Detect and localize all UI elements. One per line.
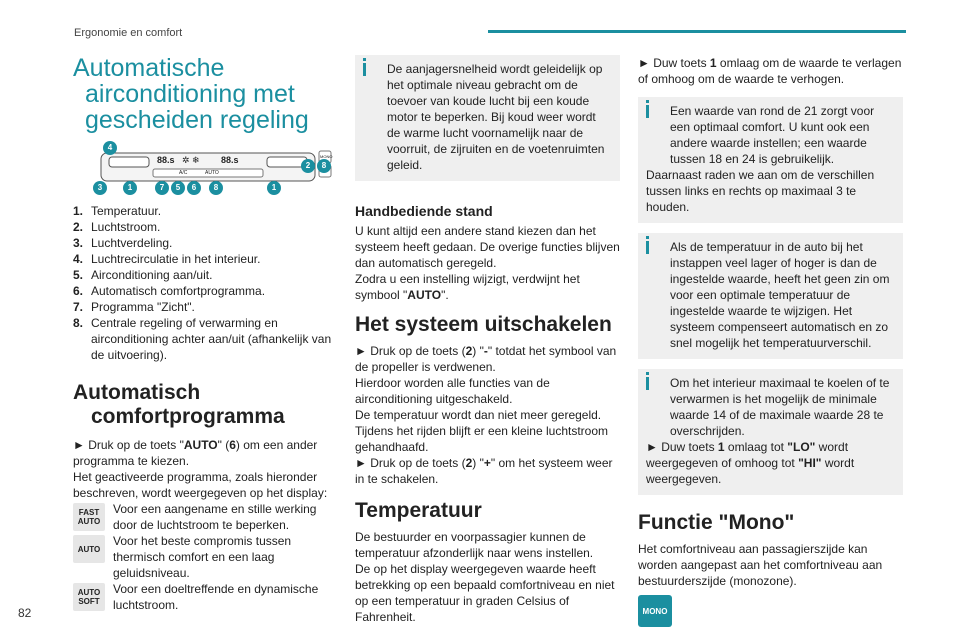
manual-paragraph-1: U kunt altijd een andere stand kiezen dan het systeem heeft gedaan. De overige functies blijven dan automatisch geregeld. (355, 224, 620, 270)
auto-button-label: AUTO (205, 170, 219, 176)
info-note-2: Een waarde van rond de 21 zorgt voor een optimaal comfort. U kunt ook een andere waarde instellen; een waarde tussen 18 en 24 is gebruikelijk. Daarnaast raden we aan om de verschillen tussen links en rechts op maximaal 3 te houden. (638, 97, 903, 223)
heading-system-off: Het systeem uitschakelen (355, 313, 612, 336)
manual-paragraph-2: Zodra u een instelling wijzigt, verdwijnt het symbool "AUTO". (355, 272, 580, 302)
heading-temperature: Temperatuur (355, 499, 482, 522)
badge-1b: 1 (267, 181, 281, 195)
badge-6: 6 (187, 181, 201, 195)
heading-manual-mode: Handbediende stand (355, 203, 493, 219)
heading-mono: Functie "Mono" (638, 511, 795, 534)
column-1 (73, 55, 338, 613)
mode-auto: AUTO Voor het beste compromis tussen thermisch comfort en een laag geluidsniveau. (73, 533, 338, 581)
section-header: Ergonomie en comfort (74, 27, 183, 39)
badge-8: 8 (209, 181, 223, 195)
mono-paragraph: Het comfortniveau aan passagierszijde kan worden aangepast aan het comfortniveau aan bestuurderszijde (monozone). (638, 542, 883, 588)
info-note-3: Als de temperatuur in de auto bij het instappen veel lager of hoger is dan de ingestelde waarde, heeft het geen zin om voor een optimale temperatuur de ingestelde waarde te wijzigen. Het systeem compenseert automatisch en zo snel mogelijk het temperatuurverschil. (638, 233, 903, 359)
display-right-value: 88.s (221, 155, 239, 165)
list-item: 7. Programma "Zicht". (73, 300, 195, 314)
display-left-value: 88.s (157, 155, 175, 165)
off-paragraph-1: ► Druk op de toets (2) "-" totdat het symbool van de propeller is verdwenen. (355, 344, 617, 374)
list-item: 2. Luchtstroom. (73, 220, 161, 234)
badge-2: 2 (301, 159, 315, 173)
auto-soft-icon: AUTO SOFT (73, 583, 105, 611)
list-item: 4. Luchtrecirculatie in het interieur. (73, 252, 261, 266)
off-paragraph-4: ► Druk op de toets (2) "+" om het systeem weer in te schakelen. (355, 456, 613, 486)
info-note-1: De aanjagersnelheid wordt geleidelijk op het optimale niveau gebracht om de toevoer van koude lucht bij een koude motor te beperken. Bij koud weer wordt de warme lucht voornamelijk naar de voorruit, de zijruiten en de voetenruimten geleid. (355, 55, 620, 181)
badge-1: 1 (123, 181, 137, 195)
info-icon (363, 63, 366, 76)
page-title (73, 55, 338, 133)
badge-5: 5 (171, 181, 185, 195)
header-accent-bar (488, 30, 906, 33)
title-line-1: Automatische (73, 54, 225, 82)
feature-list (73, 203, 338, 363)
list-item: 1. Temperatuur. (73, 204, 162, 218)
temp-paragraph-2: De op het display weergegeven waarde heeft betrekking op een bepaald comfortniveau en niet op een temperatuur in graden Celsius of Fahrenheit. (355, 562, 615, 624)
title-line-2: airconditioning met (85, 80, 295, 108)
list-item: 3. Luchtverdeling. (73, 236, 173, 250)
badge-3: 3 (93, 181, 107, 195)
info-icon (646, 105, 649, 118)
mono-icon: MONO (638, 595, 672, 627)
mode-fast-auto: FAST AUTO Voor een aangename en stille werking door de luchtstroom te beperken. (73, 501, 338, 533)
off-paragraph-2: Hierdoor worden alle functies van de airconditioning uitgeschakeld. (355, 376, 550, 406)
fast-auto-icon: FAST AUTO (73, 503, 105, 531)
column-3 (638, 55, 903, 627)
ac-button-label: A/C (179, 170, 188, 176)
mode-auto-soft: AUTO SOFT Voor een doeltreffende en dynamische luchtstroom. (73, 581, 338, 613)
column-2 (355, 55, 620, 625)
info-icon (646, 377, 649, 390)
title-line-3: gescheiden regeling (85, 106, 309, 134)
temp-adjust-paragraph: ► Duw toets 1 omlaag om de waarde te verlagen of omhoog om de waarde te verhogen. (638, 56, 902, 86)
temp-paragraph-1: De bestuurder en voorpassagier kunnen de temperatuur afzonderlijk naar wens instellen. (355, 530, 594, 560)
control-panel-illustration (83, 143, 333, 197)
auto-paragraph-1: ► Druk op de toets "AUTO" (6) om een ander programma te kiezen. (73, 438, 318, 468)
auto-paragraph-2: Het geactiveerde programma, zoals hieronder beschreven, wordt weergegeven op het display: (73, 470, 328, 500)
auto-icon: AUTO (73, 535, 105, 563)
info-note-4: Om het interieur maximaal te koelen of te verwarmen is het mogelijk de minimale waarde 14 of de maximale waarde 28 te overschrijden. ► Duw toets 1 omlaag tot "LO" wordt weergegeven of omhoog tot "HI" wordt weergegeven. (638, 369, 903, 495)
list-item: 6. Automatisch comfortprogramma. (73, 284, 266, 298)
off-paragraph-3: De temperatuur wordt dan niet meer geregeld. Tijdens het rijden blijft er een kleine luchtstroom gehandhaafd. (355, 408, 609, 454)
page-number: 82 (18, 606, 32, 620)
mono-button-label: MONO (320, 154, 333, 159)
badge-4: 4 (103, 141, 117, 155)
badge-8b: 8 (317, 159, 331, 173)
badge-7: 7 (155, 181, 169, 195)
info-icon (646, 241, 649, 254)
list-item: 5. Airconditioning aan/uit. (73, 268, 213, 282)
fan-icon: ✲ ❄ (182, 155, 200, 165)
heading-auto-comfort: Automatisch comfortprogramma (73, 381, 285, 428)
list-item: 8. Centrale regeling of verwarming en airconditioning achter aan/uit (afhankelijk van de uitvoering). (73, 316, 332, 362)
